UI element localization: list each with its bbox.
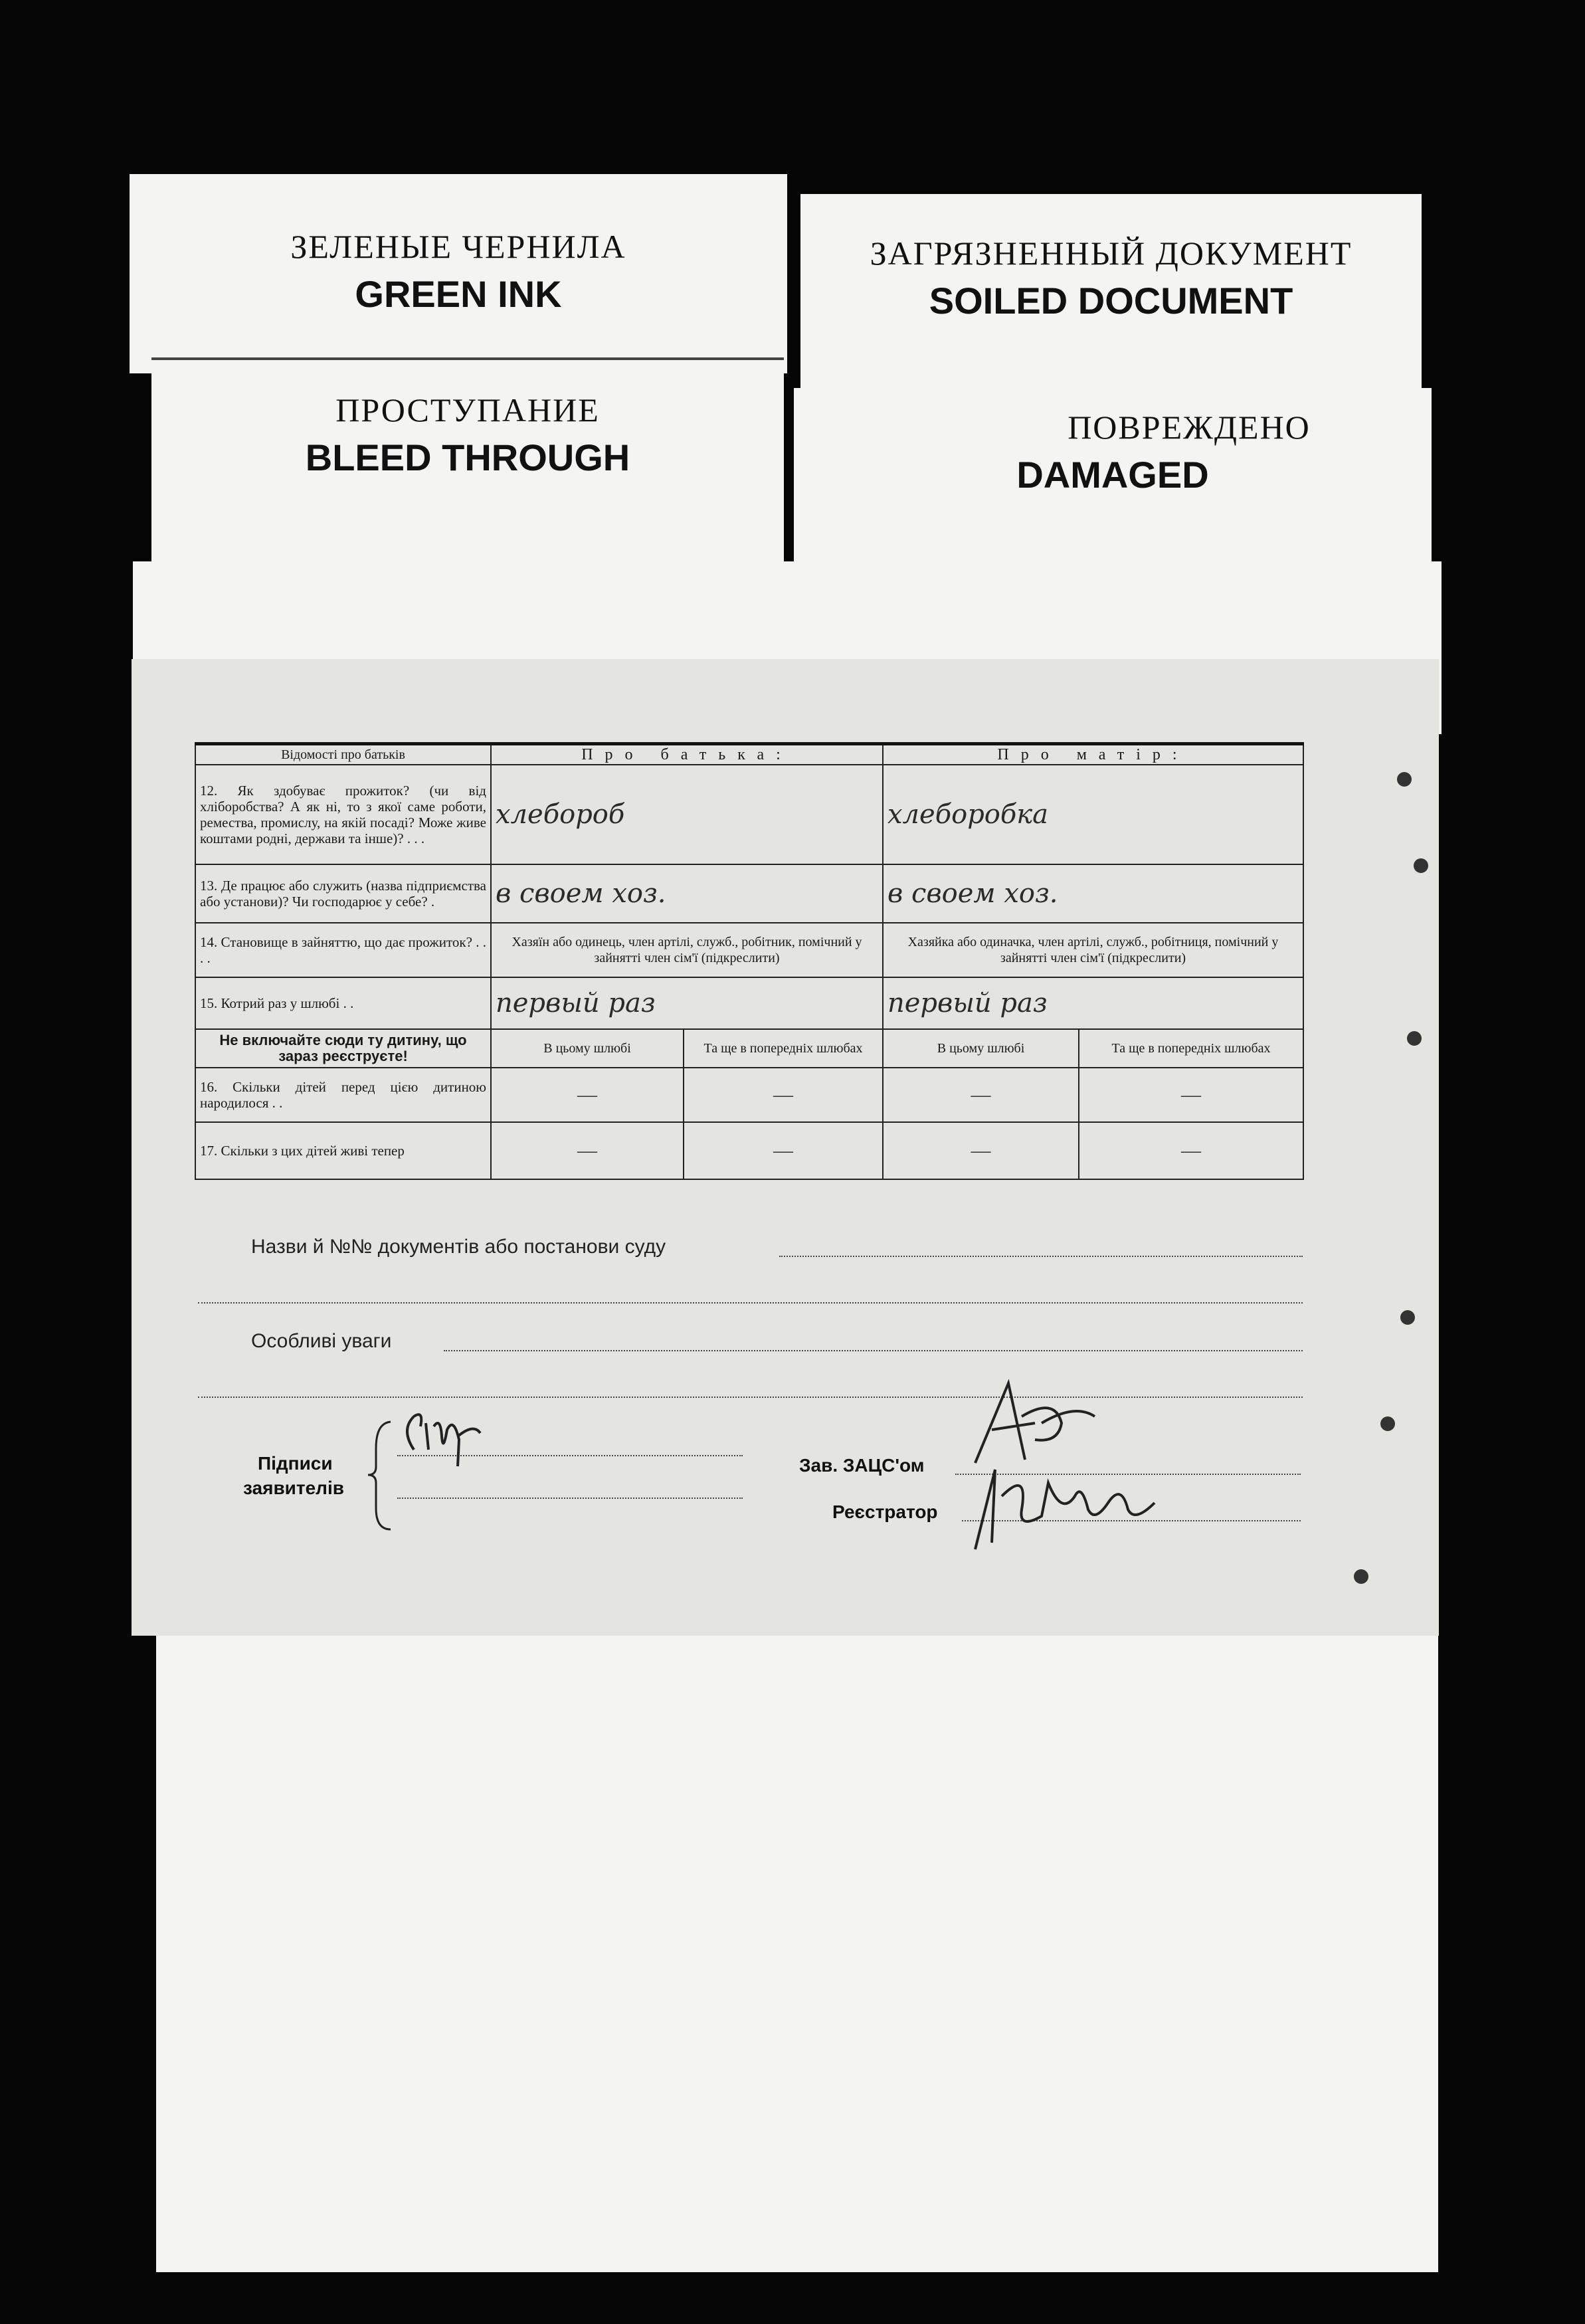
children-col-previous-father: Та ще в попередніх шлюбах — [684, 1029, 883, 1068]
father-occupation: хлебороб — [491, 765, 883, 864]
zags-head-label: Зав. ЗАЦС'ом — [799, 1455, 925, 1476]
children-col-previous-mother: Та ще в попередніх шлюбах — [1079, 1029, 1303, 1068]
question-13: 13. Де працює або служить (назва підприємства або установи)? Чи господарює у себе? . — [195, 864, 491, 923]
father-marriage-count: первый раз — [491, 977, 883, 1029]
signatures-label-1: Підписи — [258, 1453, 333, 1474]
table-row — [195, 923, 1303, 977]
children-warning: Не включайте сюди ту дитину, що зараз реєструєте! — [195, 1029, 491, 1068]
documents-label: Назви й №№ документів або постанови суду — [251, 1236, 666, 1258]
children-header-row — [195, 1029, 1303, 1068]
mother-marriage-count: первый раз — [883, 977, 1303, 1029]
header-mother: Про матір: — [883, 744, 1303, 765]
green-ink-ru: ЗЕЛЕНЫЕ ЧЕРНИЛА — [290, 228, 626, 265]
bleed-ru: ПРОСТУПАНИЕ — [335, 391, 600, 429]
table-row — [195, 1068, 1303, 1122]
parents-info-table — [195, 742, 1304, 1180]
children-born-v3: — — [883, 1068, 1079, 1122]
applicant-signature-line-2 — [397, 1498, 743, 1499]
card-bleed-through — [151, 357, 784, 570]
children-col-this-marriage-mother: В цьому шлюбі — [883, 1029, 1079, 1068]
card-green-ink — [130, 174, 787, 373]
documents-dotted-line-2 — [198, 1302, 1303, 1304]
table-row — [195, 1122, 1303, 1179]
card-edge-line — [151, 357, 784, 360]
question-16: 16. Скільки дітей перед цією дитиною народилося . . — [195, 1068, 491, 1122]
ink-blot — [1414, 858, 1428, 873]
children-born-v4: — — [1079, 1068, 1303, 1122]
question-12: 12. Як здобуває прожиток? (чи від хліборобства? А як ні, то з якої саме роботи, ремества, промислу, на якій посаді? Може живе коштами родні, держави та інше)? . . . — [195, 765, 491, 864]
applicant-signature — [394, 1403, 507, 1476]
children-alive-v1: — — [491, 1122, 684, 1179]
ink-blot — [1354, 1569, 1368, 1584]
children-born-v1: — — [491, 1068, 684, 1122]
registrar-label: Реєстратор — [832, 1501, 938, 1522]
children-alive-v4: — — [1079, 1122, 1303, 1179]
children-alive-v2: — — [684, 1122, 883, 1179]
question-15: 15. Котрий раз у шлюбі . . — [195, 977, 491, 1029]
children-col-this-marriage-father: В цьому шлюбі — [491, 1029, 684, 1068]
table-header-row — [195, 744, 1303, 765]
ink-blot — [1407, 1031, 1422, 1046]
header-father: Про батька: — [491, 744, 883, 765]
soiled-en: SOILED DOCUMENT — [929, 280, 1293, 322]
father-workplace: в своем хоз. — [491, 864, 883, 923]
documents-dotted-line — [779, 1256, 1303, 1257]
mother-occupation: хлеборобка — [883, 765, 1303, 864]
children-alive-v3: — — [883, 1122, 1079, 1179]
card-soiled-document — [800, 194, 1422, 400]
registrar-signature — [955, 1456, 1181, 1556]
question-17: 17. Скільки з цих дітей живі тепер — [195, 1122, 491, 1179]
table-row — [195, 864, 1303, 923]
ink-blot — [1380, 1416, 1395, 1431]
mother-status-options: Хазяйка або одиначка, член артілі, служб., робітниця, помічний у зайнятті член сім'ї (підкреслити) — [883, 923, 1303, 977]
bleed-en: BLEED THROUGH — [305, 436, 630, 478]
damaged-en: DAMAGED — [1016, 454, 1209, 496]
registration-form-back — [132, 659, 1439, 1636]
bottom-blank-sheet — [156, 1568, 1438, 2272]
signatures-label-2: заявителів — [243, 1478, 344, 1498]
children-born-v2: — — [684, 1068, 883, 1122]
table-row — [195, 765, 1303, 864]
ink-blot — [1400, 1310, 1415, 1325]
ink-blot — [1397, 772, 1412, 787]
notes-label: Особливі уваги — [251, 1330, 392, 1352]
question-14: 14. Становище в зайняттю, що дає прожиток? . . . . — [195, 923, 491, 977]
card-damaged — [794, 388, 1432, 587]
mother-workplace: в своем хоз. — [883, 864, 1303, 923]
zags-head-signature — [962, 1377, 1148, 1470]
soiled-ru: ЗАГРЯЗНЕННЫЙ ДОКУМЕНТ — [870, 235, 1352, 272]
father-status-options: Хазяїн або одинець, член артілі, служб., робітник, помічний у зайнятті член сім'ї (підкреслити) — [491, 923, 883, 977]
green-ink-en: GREEN INK — [355, 273, 562, 315]
header-parents-info: Відомості про батьків — [195, 744, 491, 765]
damaged-ru: ПОВРЕЖДЕНО — [1068, 409, 1311, 446]
notes-dotted-line — [444, 1350, 1303, 1351]
table-row — [195, 977, 1303, 1029]
